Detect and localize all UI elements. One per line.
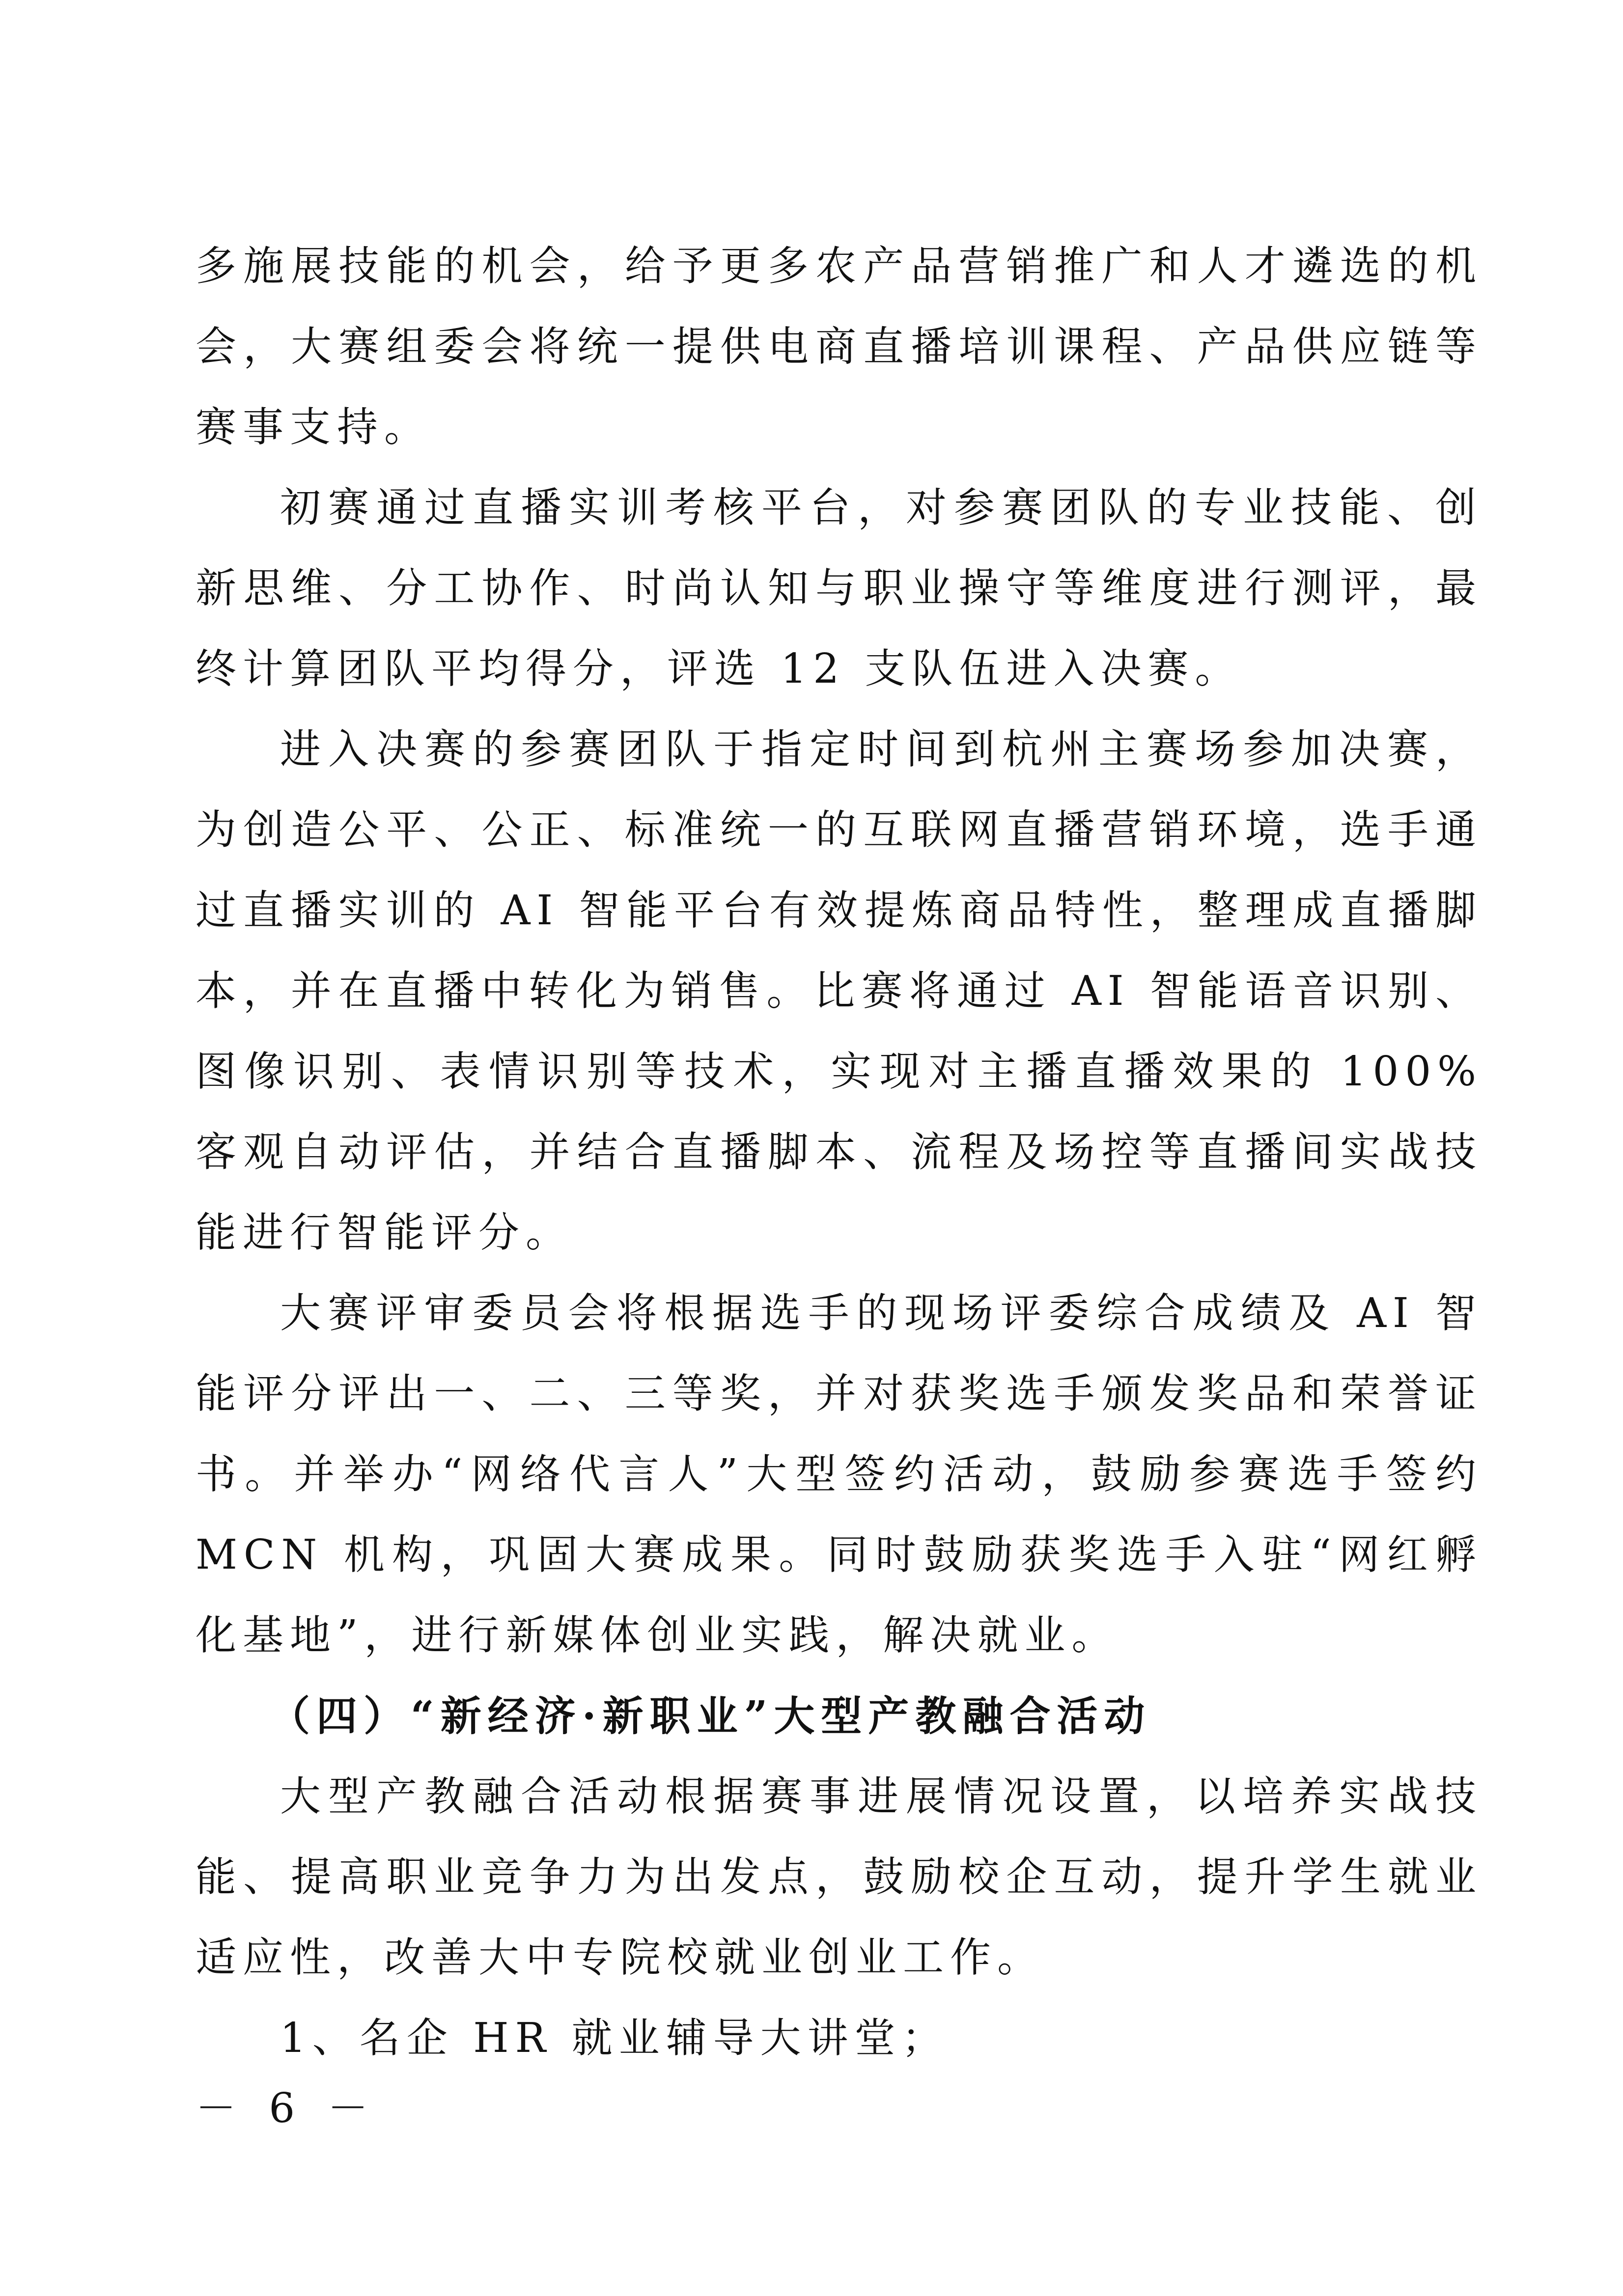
page-number: － 6 － (196, 2084, 378, 2132)
paragraph-preliminary-round: 初赛通过直播实训考核平台，对参赛团队的专业技能、创新思维、分工协作、时尚认知与职业操守等维度进行测评，最终计算团队平均得分，评选 12 支队伍进入决赛。 (196, 484, 1483, 692)
paragraph-industry-education: 大型产教融合活动根据赛事进展情况设置，以培养实战技能、提高职业竞争力为出发点，鼓励校企互动，提升学生就业适应性，改善大中专院校就业创业工作。 (196, 1772, 1483, 1981)
list-item-1: 1、名企 HR 就业辅导大讲堂； (280, 2014, 949, 2062)
paragraph-final-round: 进入决赛的参赛团队于指定时间到杭州主赛场参加决赛，为创造公平、公正、标准统一的互联网直播营销环境，选手通过直播实训的 AI 智能平台有效提炼商品特性，整理成直播脚本，并在直播中转化为销售。比赛将通过 AI 智能语音识别、图像识别、表情识别等技术，实现对主播直播效果的 100%客观自动评估，并结合直播脚本、流程及场控等直播间实战技能进行智能评分。 (196, 725, 1483, 1256)
document-body (196, 226, 1483, 2078)
paragraph-awards: 大赛评审委员会将根据选手的现场评委综合成绩及 AI 智能评分评出一、二、三等奖，并对获奖选手颁发奖品和荣誉证书。并举办“网络代言人”大型签约活动，鼓励参赛选手签约 MCN 机构，巩固大赛成果。同时鼓励获奖选手入驻“网红孵化基地”，进行新媒体创业实践，解决就业。 (196, 1289, 1483, 1659)
section-heading-4: （四）“新经济·新职业”大型产教融合活动 (269, 1692, 1151, 1740)
paragraph-continuation: 多施展技能的机会，给予更多农产品营销推广和人才遴选的机会，大赛组委会将统一提供电商直播培训课程、产品供应链等赛事支持。 (196, 242, 1483, 451)
